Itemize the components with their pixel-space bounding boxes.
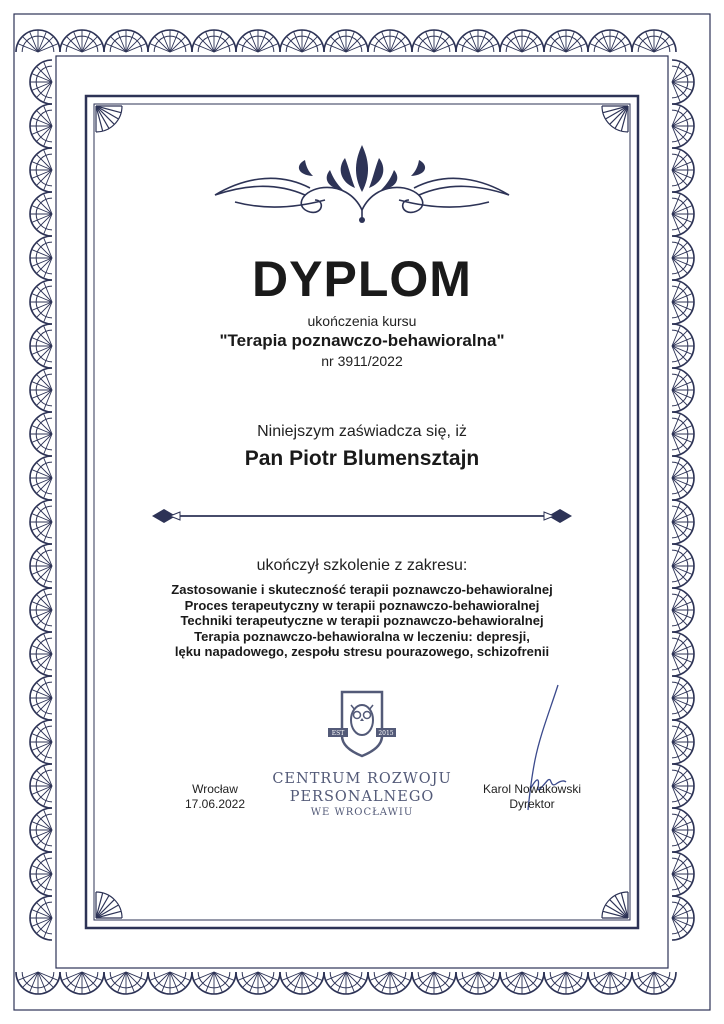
top-flourish-ornament <box>205 140 519 224</box>
document-subtitle: ukończenia kursu <box>307 313 417 329</box>
certify-statement: Niniejszym zaświadcza się, iż <box>257 423 467 440</box>
organization-name <box>262 770 462 820</box>
completed-statement: ukończył szkolenie z zakresu: <box>256 557 468 574</box>
owl-shield-logo <box>328 690 396 760</box>
topic-line: Terapia poznawczo-behawioralna w leczeniu: depresji, <box>194 628 530 644</box>
signer-name: Karol Nowakowski <box>482 782 582 796</box>
topics-list <box>0 582 724 660</box>
topic-line: Zastosowanie i skuteczność terapii poznawczo-behawioralnej <box>171 582 553 597</box>
course-name: "Terapia poznawczo-behawioralna" <box>219 331 505 350</box>
topic-line: lęku napadowego, zespołu stresu pourazowego, schizofrenii <box>174 644 550 659</box>
topic-line: Proces terapeutyczny w terapii poznawczo-behawioralnej <box>184 597 540 613</box>
place-and-date <box>150 782 280 812</box>
org-line: PERSONALNEGO <box>289 789 435 805</box>
topic-line: Techniki terapeutyczne w terapii poznawczo-behawioralnej <box>180 613 544 628</box>
signer-block <box>462 782 602 812</box>
recipient-name: Pan Piotr Blumensztajn <box>244 447 480 470</box>
signer-role: Dyrektor <box>509 797 555 811</box>
certificate-number: nr 3911/2022 <box>321 353 403 369</box>
place: Wrocław <box>192 782 238 796</box>
org-line: CENTRUM ROZWOJU <box>272 771 452 787</box>
org-line: WE WROCŁAWIU <box>310 807 414 818</box>
date: 17.06.2022 <box>184 797 246 811</box>
logo-est-label: EST <box>331 730 345 737</box>
ornamental-divider <box>150 505 574 527</box>
document-title: DYPLOM <box>252 251 472 307</box>
logo-year: 2015 <box>378 730 394 737</box>
